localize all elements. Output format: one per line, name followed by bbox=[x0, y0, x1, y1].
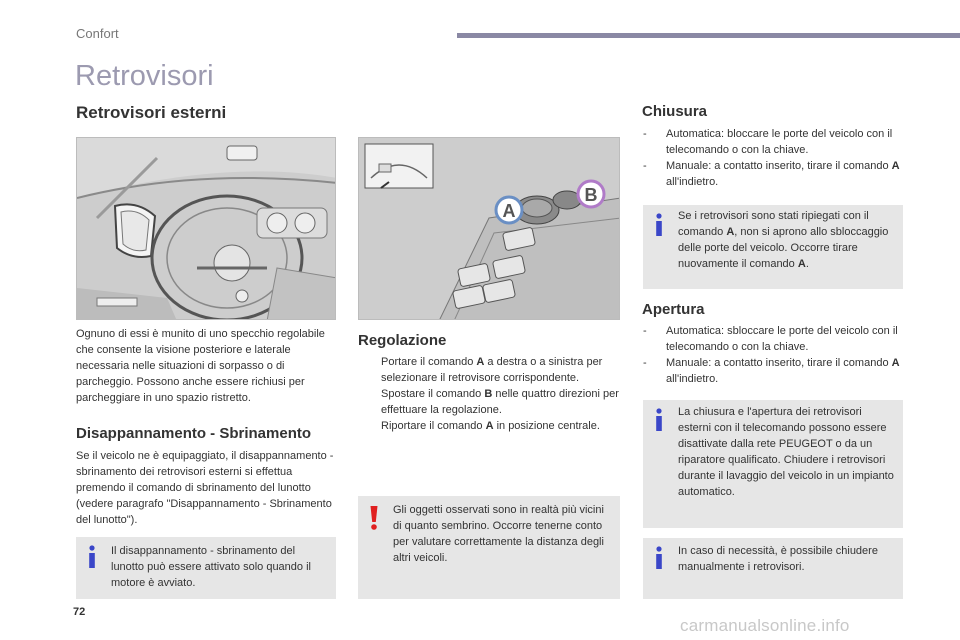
heading-defrost: Disappannamento - Sbrinamento bbox=[76, 425, 312, 442]
adjustment-steps bbox=[358, 354, 620, 434]
list-item: - Manuale: a contatto inserito, tirare il comando A all'indietro. bbox=[643, 357, 900, 385]
opening-list bbox=[643, 323, 905, 387]
cockpit-drawing bbox=[77, 138, 336, 320]
watermark: carmanualsonline.info bbox=[680, 616, 850, 635]
info-icon bbox=[86, 545, 98, 569]
heading-closing: Chiusura bbox=[642, 103, 708, 120]
list-item: Portare il comando A a destra o a sinistra per selezionare il retrovisore corrispondente. bbox=[381, 356, 603, 384]
dash-mark: - bbox=[643, 128, 647, 140]
defrost-paragraph: Se il veicolo ne è equipaggiato, il disappannamento - sbrinamento dei retrovisori esterni si effettua premendo il comando di sbrinamento del lunotto (vedere paragrafo "Disappannamento - Sbrinamento del lunotto"). bbox=[76, 450, 334, 526]
warning-text: Gli oggetti osservati sono in realtà più vicini di quanto sembrino. Occorre tenerne conto per valutare correttamente la distanza degli altri veicoli. bbox=[393, 504, 604, 564]
manual-note-text: In caso di necessità, è possibile chiudere manualmente i retrovisori. bbox=[678, 545, 878, 573]
manual-info-note bbox=[643, 538, 903, 599]
dash-mark: - bbox=[643, 357, 647, 369]
illustration-mirror-controls bbox=[358, 137, 620, 320]
intro-paragraph: Ognuno di essi è munito di uno specchio regolabile che consente la visione posteriore e laterale necessaria nelle situazioni di sorpasso o di parcheggio. Possono anche essere richiusi per parcheggiare in uno spazio ristretto. bbox=[76, 328, 325, 404]
closing-list bbox=[643, 126, 905, 190]
closing-note-text: Se i retrovisori sono stati ripiegati con il comando A, non si aprono allo sbloccaggio delle porte del veicolo. Occorre tirare nuovamente il comando A. bbox=[678, 210, 889, 270]
page-number: 72 bbox=[73, 606, 86, 618]
warning-icon bbox=[368, 506, 380, 530]
info-icon bbox=[653, 213, 665, 237]
opening-info-note bbox=[643, 400, 903, 528]
list-item: - Automatica: bloccare le porte del veicolo con il telecomando o con la chiave. bbox=[643, 128, 893, 156]
list-item: - Manuale: a contatto inserito, tirare il comando A all'indietro. bbox=[643, 160, 900, 188]
closing-info-note bbox=[643, 205, 903, 289]
distance-warning-note bbox=[358, 496, 620, 599]
controls-drawing bbox=[359, 138, 620, 320]
info-icon bbox=[653, 546, 665, 570]
defrost-note-text: Il disappannamento - sbrinamento del lunotto può essere attivato solo quando il motore è avviato. bbox=[111, 545, 311, 589]
page-title: Retrovisori bbox=[75, 60, 214, 92]
info-icon bbox=[653, 408, 665, 432]
list-item: - Automatica: sbloccare le porte del veicolo con il telecomando o con la chiave. bbox=[643, 325, 898, 353]
section-header: Confort bbox=[76, 26, 119, 41]
heading-external-mirrors: Retrovisori esterni bbox=[76, 103, 227, 122]
list-item: Riportare il comando A in posizione centrale. bbox=[381, 420, 600, 432]
header-bar bbox=[457, 33, 960, 38]
dash-mark: - bbox=[643, 160, 647, 172]
label-a: A bbox=[502, 201, 516, 221]
list-item: Spostare il comando B nelle quattro direzioni per effettuare la regolazione. bbox=[381, 388, 619, 416]
heading-adjustment: Regolazione bbox=[358, 332, 447, 349]
dash-mark: - bbox=[643, 325, 647, 337]
label-b: B bbox=[584, 185, 598, 205]
illustration-cockpit bbox=[76, 137, 336, 320]
heading-opening: Apertura bbox=[642, 301, 705, 318]
opening-note-text: La chiusura e l'apertura dei retrovisori esterni con il telecomando possono essere disattivate dalla rete PEUGEOT o da un riparatore qualificato. Chiudere i retrovisori durante il lavaggio del veicolo in un impianto automatico. bbox=[678, 406, 894, 498]
defrost-info-note bbox=[76, 537, 336, 599]
